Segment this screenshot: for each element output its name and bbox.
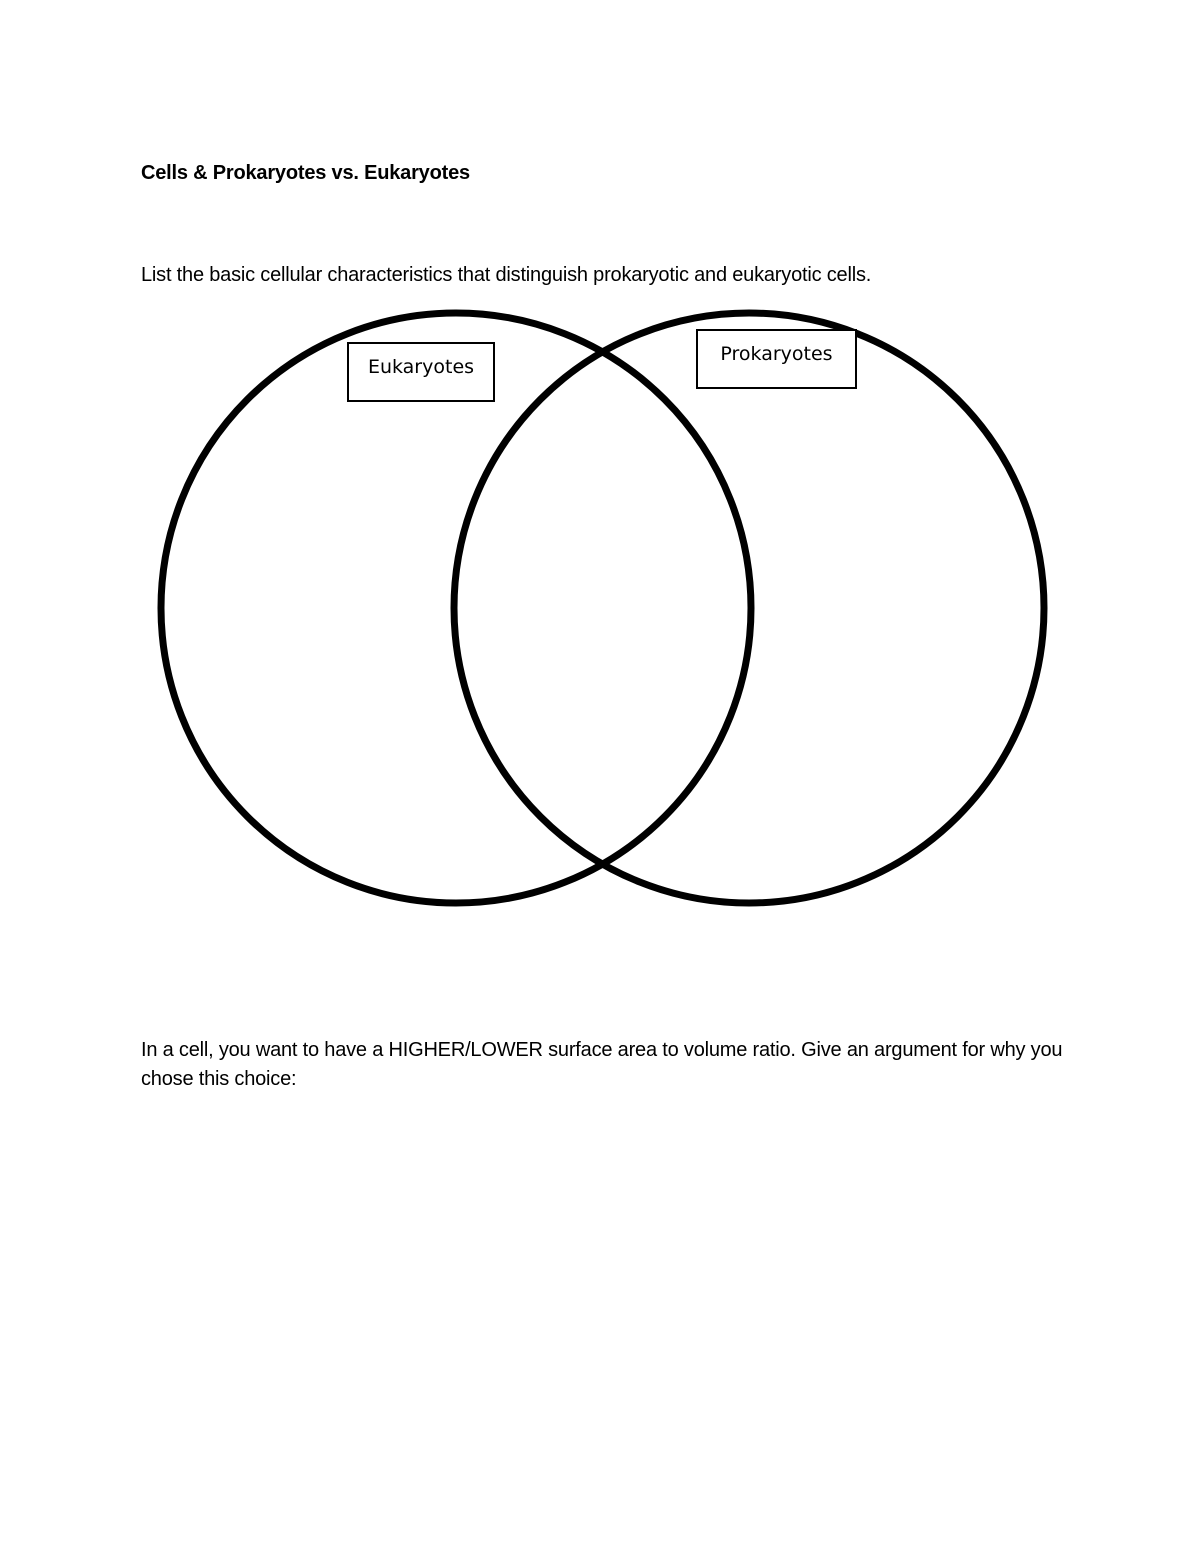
prokaryotes-label: Prokaryotes	[720, 343, 833, 365]
eukaryotes-label: Eukaryotes	[367, 356, 475, 378]
prokaryotes-label-box	[696, 329, 857, 389]
surface-area-question: In a cell, you want to have a HIGHER/LOWER surface area to volume ratio. Give an argument for why you chose this choice:	[141, 1039, 1063, 1090]
venn-instruction: List the basic cellular characteristics that distinguish prokaryotic and eukaryotic cells.	[141, 264, 872, 286]
worksheet-title: Cells & Prokaryotes vs. Eukaryotes	[141, 162, 470, 184]
eukaryotes-label-box	[347, 342, 495, 402]
